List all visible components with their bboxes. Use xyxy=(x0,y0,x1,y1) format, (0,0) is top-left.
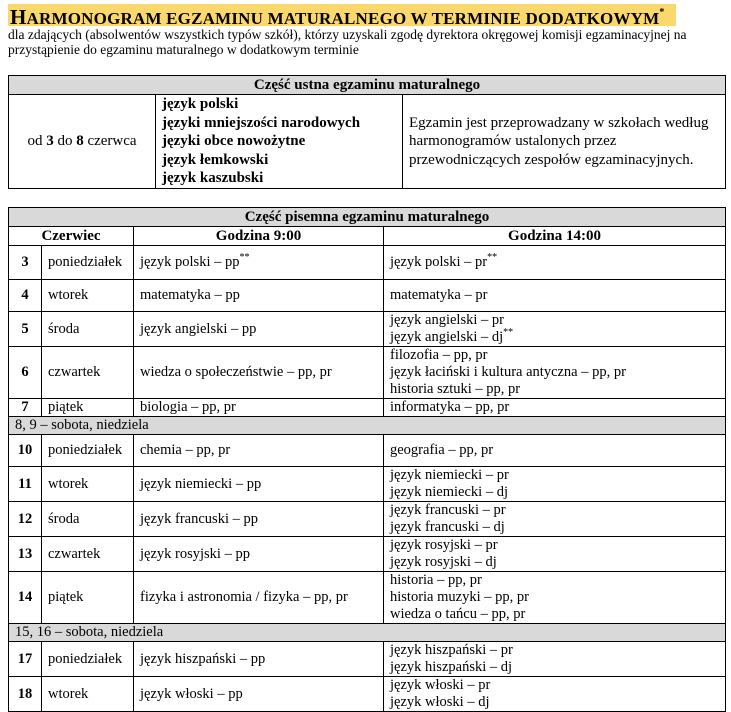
morning-exam xyxy=(134,435,384,467)
oral-languages xyxy=(156,95,403,189)
afternoon-exam-line: informatyka – pp, pr xyxy=(390,399,510,415)
weekday: wtorek xyxy=(42,280,134,312)
morning-exam xyxy=(134,312,384,347)
afternoon-exam xyxy=(384,677,726,712)
day-number: 5 xyxy=(9,312,42,347)
weekday: poniedziałek xyxy=(42,246,134,280)
morning-exam xyxy=(134,537,384,572)
title-footnote-mark: * xyxy=(659,7,665,19)
day-number: 10 xyxy=(9,435,42,467)
schedule-row xyxy=(9,537,726,572)
afternoon-exam xyxy=(384,399,726,417)
oral-language-item: języki mniejszości narodowych xyxy=(162,114,361,131)
schedule-row xyxy=(9,246,726,280)
afternoon-exam xyxy=(384,246,726,280)
written-section-heading: Część pisemna egzaminu maturalnego xyxy=(9,208,726,227)
weekday: środa xyxy=(42,502,134,537)
schedule-row xyxy=(9,467,726,502)
morning-exam xyxy=(134,467,384,502)
afternoon-exam-line: wiedza o tańcu – pp, pr xyxy=(390,606,526,622)
day-number: 17 xyxy=(9,642,42,677)
afternoon-exam xyxy=(384,642,726,677)
afternoon-exam-line: język włoski – dj xyxy=(390,694,490,710)
oral-date-to: 8 xyxy=(76,132,84,149)
afternoon-exam-line: język włoski – pr xyxy=(390,677,491,693)
weekday: środa xyxy=(42,312,134,347)
footnote-mark: ** xyxy=(487,252,498,264)
morning-exam-line: wiedza o społeczeństwie – pp, pr xyxy=(140,364,332,380)
afternoon-exam-line: język rosyjski – dj xyxy=(390,554,497,570)
oral-date-from: 3 xyxy=(46,132,54,149)
written-exam-table xyxy=(8,207,726,712)
afternoon-exam-line: historia sztuki – pp, pr xyxy=(390,381,521,397)
afternoon-exam-line: język polski – pr** xyxy=(390,252,498,270)
weekend-label: 8, 9 – sobota, niedziela xyxy=(9,417,726,435)
afternoon-exam-line: język rosyjski – pr xyxy=(390,537,498,553)
morning-exam xyxy=(134,246,384,280)
schedule-row xyxy=(9,399,726,417)
day-number: 12 xyxy=(9,502,42,537)
oral-language-item: język łemkowski xyxy=(162,151,269,168)
oral-exam-table xyxy=(8,75,726,189)
morning-exam xyxy=(134,572,384,624)
oral-section-heading: Część ustna egzaminu maturalnego xyxy=(9,76,726,95)
oral-date-mid: do xyxy=(53,132,77,149)
title-text: ARMONOGRAM EGZAMINU MATURALNEGO W TERMINIE DODATKOWYM xyxy=(26,9,660,28)
afternoon-exam xyxy=(384,467,726,502)
afternoon-exam xyxy=(384,280,726,312)
weekday: poniedziałek xyxy=(42,642,134,677)
schedule-row xyxy=(9,677,726,712)
day-number: 7 xyxy=(9,399,42,417)
afternoon-exam-line: język hiszpański – dj xyxy=(390,659,513,675)
oral-date-suffix: czerwca xyxy=(83,132,137,149)
afternoon-exam xyxy=(384,435,726,467)
morning-exam-line: język niemiecki – pp xyxy=(140,475,262,492)
morning-exam-line: język francuski – pp xyxy=(140,510,258,527)
schedule-row xyxy=(9,280,726,312)
morning-exam xyxy=(134,399,384,417)
afternoon-exam-line: język francuski – dj xyxy=(390,519,505,535)
morning-exam-line: język hiszpański – pp xyxy=(140,650,266,667)
weekday: poniedziałek xyxy=(42,435,134,467)
afternoon-exam xyxy=(384,347,726,399)
intro-text: dla zdających (absolwentów wszystkich typów szkół), którzy uzyskali zgodę dyrektora okręgowej komisji egzaminacyjnej na przystąpienie do egzaminu maturalnego w dodatkowym terminie xyxy=(8,27,687,57)
morning-exam-line: matematyka – pp xyxy=(140,287,240,303)
day-number: 13 xyxy=(9,537,42,572)
afternoon-exam-line: język angielski – dj** xyxy=(390,327,514,345)
morning-exam xyxy=(134,677,384,712)
morning-exam-line: biologia – pp, pr xyxy=(140,399,236,415)
morning-exam-line: chemia – pp, pr xyxy=(140,442,231,458)
oral-date xyxy=(9,95,156,189)
morning-exam-line: język rosyjski – pp xyxy=(140,545,250,562)
weekend-row xyxy=(9,624,726,642)
morning-exam-line: język włoski – pp xyxy=(140,685,243,702)
afternoon-exam-line: język łaciński i kultura antyczna – pp, pr xyxy=(390,364,626,380)
day-number: 14 xyxy=(9,572,42,624)
title-initial: H xyxy=(10,5,27,29)
oral-date-prefix: od xyxy=(27,132,47,149)
weekday: piątek xyxy=(42,399,134,417)
oral-language-item: język polski xyxy=(162,96,239,112)
weekday: piątek xyxy=(42,572,134,624)
column-header-month: Czerwiec xyxy=(9,227,134,246)
schedule-row xyxy=(9,572,726,624)
weekday: czwartek xyxy=(42,537,134,572)
weekday: wtorek xyxy=(42,467,134,502)
column-header-afternoon: Godzina 14:00 xyxy=(384,227,726,246)
afternoon-exam-line: język angielski – pr xyxy=(390,312,504,328)
morning-exam-line: język angielski – pp xyxy=(140,320,257,337)
afternoon-exam-line: filozofia – pp, pr xyxy=(390,347,488,363)
oral-note: Egzamin jest przeprowadzany w szkołach według harmonogramów ustalonych przez przewodniczących zespołów egzaminacyjnych. xyxy=(403,95,726,189)
afternoon-exam-line: historia – pp, pr xyxy=(390,572,482,588)
morning-exam-line: język polski – pp** xyxy=(140,252,250,270)
weekday: czwartek xyxy=(42,347,134,399)
afternoon-exam-line: język niemiecki – pr xyxy=(390,467,509,483)
afternoon-exam xyxy=(384,312,726,347)
weekend-row xyxy=(9,417,726,435)
oral-language-item: język kaszubski xyxy=(162,170,264,186)
morning-exam xyxy=(134,280,384,312)
footnote-mark: ** xyxy=(239,252,250,264)
schedule-row xyxy=(9,347,726,399)
weekday: wtorek xyxy=(42,677,134,712)
afternoon-exam-line: język niemiecki – dj xyxy=(390,484,508,500)
schedule-row xyxy=(9,642,726,677)
afternoon-exam xyxy=(384,537,726,572)
afternoon-exam-line: geografia – pp, pr xyxy=(390,442,494,458)
column-header-morning: Godzina 9:00 xyxy=(134,227,384,246)
day-number: 11 xyxy=(9,467,42,502)
footnote-mark: ** xyxy=(503,327,514,339)
day-number: 6 xyxy=(9,347,42,399)
afternoon-exam-line: matematyka – pr xyxy=(390,287,488,303)
afternoon-exam-line: historia muzyki – pp, pr xyxy=(390,589,529,605)
weekend-label: 15, 16 – sobota, niedziela xyxy=(9,624,726,642)
schedule-row xyxy=(9,502,726,537)
schedule-row xyxy=(9,435,726,467)
afternoon-exam xyxy=(384,572,726,624)
afternoon-exam-line: język francuski – pr xyxy=(390,502,506,518)
morning-exam-line: fizyka i astronomia / fizyka – pp, pr xyxy=(140,589,348,605)
morning-exam xyxy=(134,642,384,677)
afternoon-exam-line: język hiszpański – pr xyxy=(390,642,513,658)
morning-exam xyxy=(134,347,384,399)
day-number: 18 xyxy=(9,677,42,712)
schedule-row xyxy=(9,312,726,347)
oral-language-item: języki obce nowożytne xyxy=(162,133,306,149)
morning-exam xyxy=(134,502,384,537)
day-number: 3 xyxy=(9,246,42,280)
day-number: 4 xyxy=(9,280,42,312)
afternoon-exam xyxy=(384,502,726,537)
